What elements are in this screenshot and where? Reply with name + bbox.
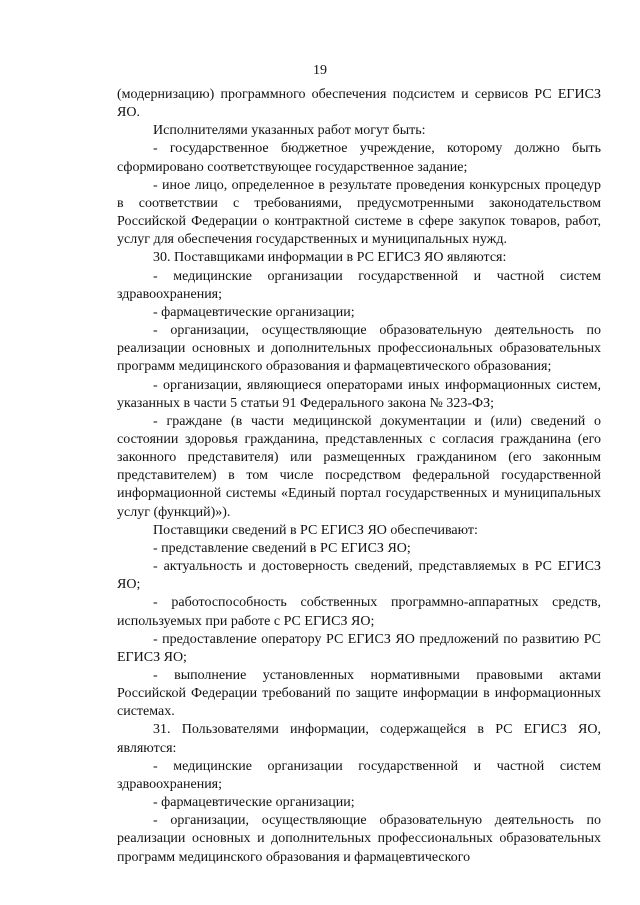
paragraph: - организации, осуществляющие образовательную деятельность по реализации основных и дополнительных профессиональных образовательных программ медицинского образования и фармацевтического [117,813,601,865]
paragraph: - работоспособность собственных программно-аппаратных средств, используемых при работе с РС ЕГИСЗ ЯО; [117,595,601,629]
paragraph: - граждане (в части медицинской документации и (или) сведений о состоянии здоровья гражданина, представленных с согласия гражданина (его законного представителя) или размещенных гражданином (его законным представителем) в том числе посредством федеральной государственной информационной системы «Единый портал государственных и муниципальных услуг (функций)»). [117,413,601,520]
page-number: 19 [313,63,327,78]
paragraph: - организации, осуществляющие образовательную деятельность по реализации основных и дополнительных профессиональных образовательных программ медицинского образования и фармацевтического образования; [117,323,601,375]
paragraph: Исполнителями указанных работ могут быть: [153,123,426,139]
paragraph: - фармацевтические организации; [153,795,355,811]
paragraph: - фармацевтические организации; [153,304,355,320]
paragraph: - государственное бюджетное учреждение, которому должно быть сформировано соответствующее государственное задание; [117,141,601,175]
paragraph: - организации, являющиеся операторами иных информационных систем, указанных в части 5 статьи 91 Федерального закона № 323-ФЗ; [117,377,601,411]
paragraph: - медицинские организации государственной и частной систем здравоохранения; [117,268,601,302]
paragraph: Поставщики сведений в РС ЕГИСЗ ЯО обеспечивают: [153,522,478,538]
paragraph: - актуальность и достоверность сведений, представляемых в РС ЕГИСЗ ЯО; [117,559,601,593]
paragraph: - медицинские организации государственной и частной систем здравоохранения; [117,758,601,792]
paragraph: 30. Поставщиками информации в РС ЕГИСЗ ЯО являются: [153,250,507,266]
paragraph: (модернизацию) программного обеспечения подсистем и сервисов РС ЕГИСЗ ЯО. [117,87,601,121]
paragraph: - представление сведений в РС ЕГИСЗ ЯО; [153,540,411,556]
document-body [117,86,601,867]
paragraph: 31. Пользователями информации, содержащейся в РС ЕГИСЗ ЯО, являются: [117,722,601,756]
paragraph: - выполнение установленных нормативными правовыми актами Российской Федерации требований по защите информации в информационных системах. [117,668,601,720]
paragraph: - предоставление оператору РС ЕГИСЗ ЯО предложений по развитию РС ЕГИСЗ ЯО; [117,631,601,665]
paragraph: - иное лицо, определенное в результате проведения конкурсных процедур в соответствии с требованиями, предусмотренными законодательством Российской Федерации о контрактной системе в сфере закупок товаров, работ, услуг для обеспечения государственных и муниципальных нужд. [117,177,601,248]
